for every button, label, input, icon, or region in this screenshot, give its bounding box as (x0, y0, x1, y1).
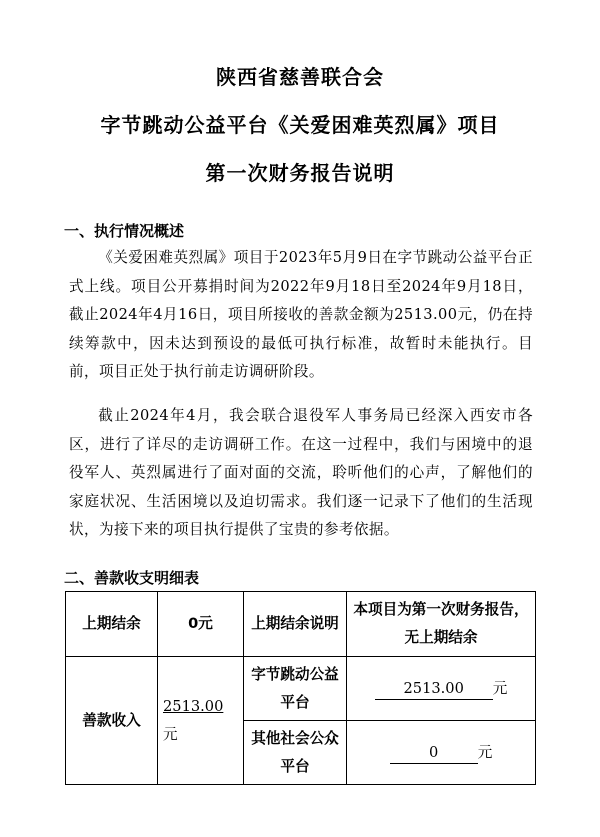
execution-paragraph-2: 截止2024年4月，我会联合退役军人事务局已经深入西安市各区，进行了详尽的走访调研工作。在这一过程中，我们与困境中的退役军人、英烈属进行了面对面的交流，聆听他们的心声，了解他们的家庭状况、生活困境以及迫切需求。我们逐一记录下了他们的生活现状，为接下来的项目执行提供了宝贵的参考依据。 (69, 407, 533, 539)
platform1-amount: 2513.00 (375, 679, 493, 700)
prev-balance-value-cell: 0元 (158, 592, 244, 657)
platform1-amount-cell (347, 657, 536, 721)
platform2-label-cell: 其他社会公众平台 (244, 721, 347, 785)
finance-table (65, 591, 536, 785)
income-amount-cell (158, 657, 244, 785)
platform2-amount-cell (347, 721, 536, 785)
report-title: 第一次财务报告说明 (205, 161, 395, 185)
document-title: 陕西省慈善联合会 (216, 65, 384, 89)
section-heading-finance: 二、善款收支明细表 (64, 569, 200, 587)
table-row (66, 657, 536, 721)
execution-paragraph-1: 《关爱困难英烈属》项目于2023年5月9日在字节跳动公益平台正式上线。项目公开募捐时间为2022年9月18日至2024年9月18日，截止2024年4月16日，项目所接收的善款金额为2513.00元，仍在持续筹款中，因未达到预设的最低可执行标准，故暂时未能执行。目前，项目正处于执行前走访调研阶段。 (69, 249, 533, 381)
platform1-unit: 元 (492, 680, 508, 697)
platform1-label-cell: 字节跳动公益平台 (244, 657, 347, 721)
prev-balance-note-label-cell: 上期结余说明 (244, 592, 347, 657)
prev-balance-note-cell: 本项目为第一次财务报告，无上期结余 (347, 592, 536, 657)
prev-balance-label-cell: 上期结余 (66, 592, 158, 657)
section-heading-execution: 一、执行情况概述 (64, 222, 185, 240)
table-row (66, 592, 536, 657)
project-title: 字节跳动公益平台《关爱困难英烈属》项目 (100, 113, 500, 137)
income-unit: 元 (163, 725, 178, 743)
platform2-unit: 元 (477, 744, 493, 761)
income-amount: 2513.00 (163, 697, 224, 715)
platform2-amount: 0 (390, 743, 478, 764)
income-label-cell: 善款收入 (66, 657, 158, 785)
